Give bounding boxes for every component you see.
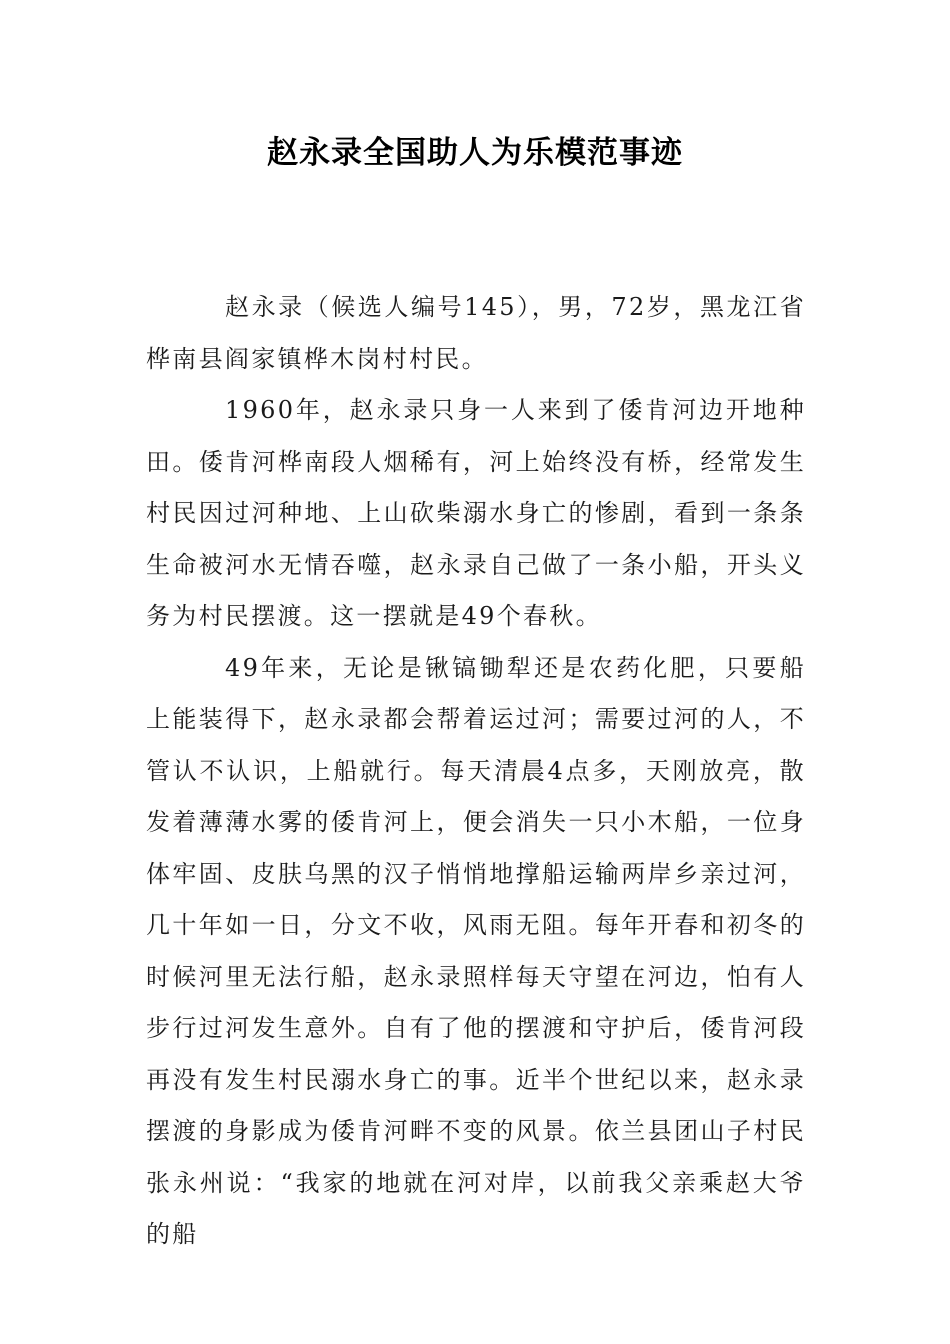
document-title: 赵永录全国助人为乐模范事迹 [267,135,683,171]
paragraph-49-years: 49年来，无论是锹镐锄犁还是农药化肥，只要船上能装得下，赵永录都会帮着运过河；需要过河的人，不管认不认识，上船就行。每天清晨4点多，天刚放亮，散发着薄薄水雾的倭肯河上，便会消失一只小木船，一位身体牢固、皮肤乌黑的汉子悄悄地撑船运输两岸乡亲过河，几十年如一日，分文不收，风雨无阻。每年开春和初冬的时候河里无法行船，赵永录照样每天守望在河边，怕有人步行过河发生意外。自有了他的摆渡和守护后，倭肯河段再没有发生村民溺水身亡的事。近半个世纪以来，赵永录摆渡的身影成为倭肯河畔不变的风景。依兰县团山子村民张永州说：“我家的地就在河对岸，以前我父亲乘赵大爷的船 [146,653,806,1248]
paragraph-1960: 1960年，赵永录只身一人来到了倭肯河边开地种田。倭肯河桦南段人烟稀有，河上始终没有桥，经常发生村民因过河种地、上山砍柴溺水身亡的惨剧，看到一条条生命被河水无情吞噬，赵永录自己做了一条小船，开头义务为村民摆渡。这一摆就是49个春秋。 [146,396,806,630]
paragraph-intro: 赵永录（候选人编号145），男，72岁，黑龙江省桦南县阎家镇桦木岗村村民。 [146,293,806,373]
document-body [146,282,806,1261]
